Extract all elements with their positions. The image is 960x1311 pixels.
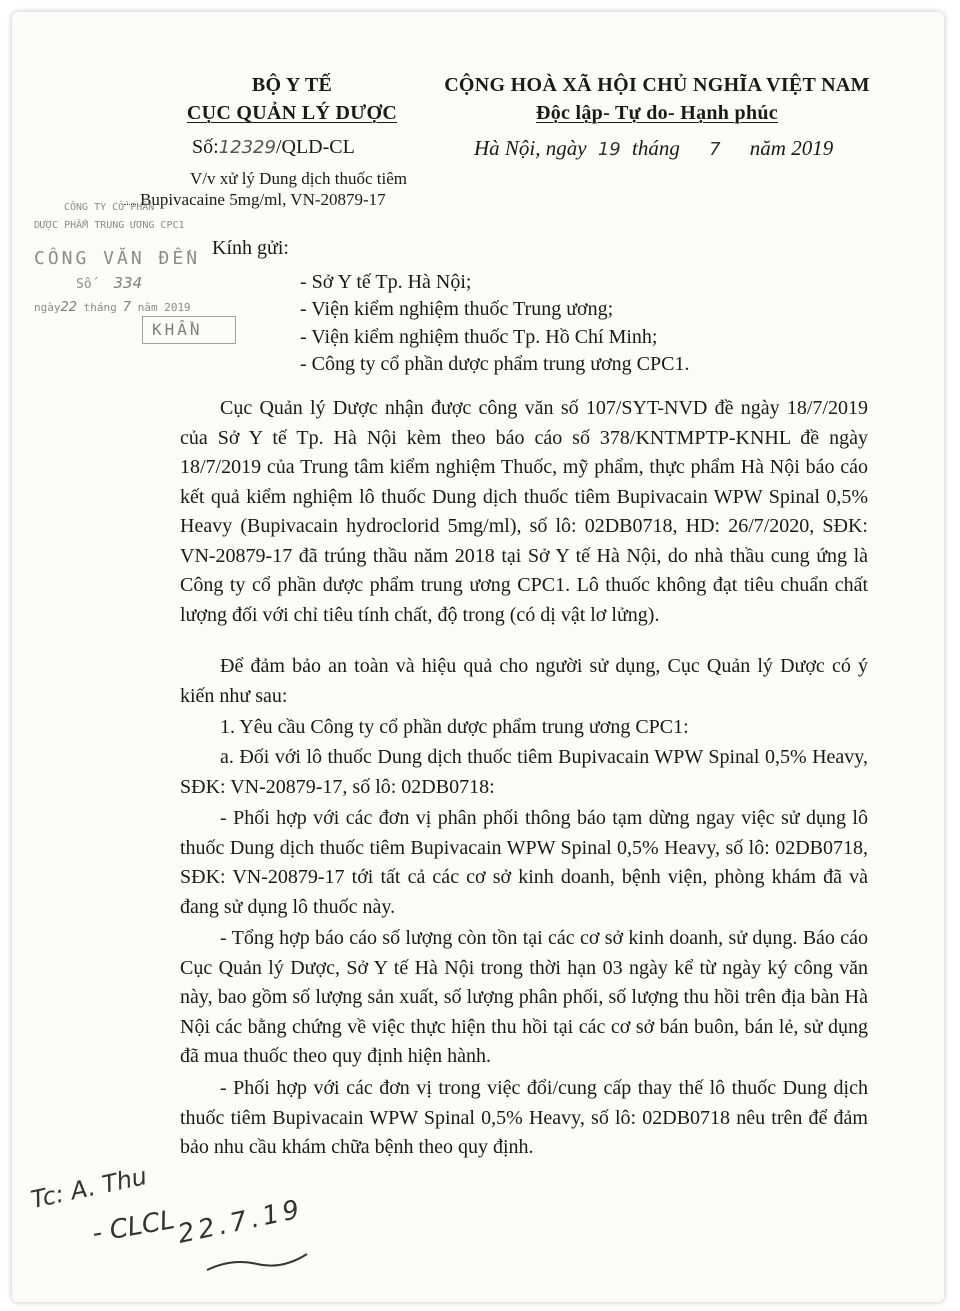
stamp-date: ngày22 tháng 7 năm 2019 [34, 300, 191, 315]
issue-date: Hà Nội, ngày 19 tháng 7 năm 2019 [474, 136, 834, 160]
motto [432, 102, 882, 125]
recipient-2: - Viện kiểm nghiệm thuốc Trung ương; [300, 298, 614, 320]
date-day-handwritten: 19 [597, 139, 621, 160]
paragraph-7: - Phối hợp với các đơn vị trong việc đổi/cung cấp thay thế lô thuốc Dung dịch thuốc tiêm Bupivacain WPW Spinal 0,5% Heavy, số lô: 02DB0718 nêu trên để đảm bảo nhu cầu khám chữa bệnh theo quy định. [180, 1077, 868, 1158]
handwritten-note-date: 22.7.19 [175, 1194, 306, 1250]
country-name: CỘNG HOÀ XÃ HỘI CHỦ NGHĨA VIỆT NAM [444, 74, 870, 96]
department-name [152, 102, 432, 125]
paragraph-3: 1. Yêu cầu Công ty cổ phần dược phẩm trung ương CPC1: [220, 716, 689, 738]
department-name-text: CỤC QUẢN LÝ DƯỢC [186, 102, 398, 124]
ministry-name: BỘ Y TẾ [251, 74, 333, 96]
recipient-4: - Công ty cổ phần dược phẩm trung ương CPC1. [300, 353, 690, 375]
number-prefix: Số: [192, 136, 219, 158]
stamp-company: CÔNG TY CỔ PHẦN [64, 202, 155, 213]
recipients-label: Kính gửi: [212, 237, 289, 259]
number-handwritten: 12329 [218, 137, 276, 158]
recipient-3: - Viện kiểm nghiệm thuốc Tp. Hồ Chí Minh; [300, 326, 658, 348]
number-suffix: /QLD-CL [275, 136, 355, 158]
document-page [12, 12, 944, 1302]
stamp-company-full: DƯỢC PHẨM TRUNG ƯƠNG CPC1 [34, 220, 185, 231]
subject-line-2: Bupivacaine 5mg/ml, VN-20879-17 [124, 190, 386, 210]
handwritten-signature-scribble [202, 1240, 312, 1280]
paragraph-1: Cục Quản lý Dược nhận được công văn số 107/SYT-NVD đề ngày 18/7/2019 của Sở Y tế Tp. Hà Nội kèm theo báo cáo số 378/KNTMPTP-KNHL đề ngày 18/7/2019 của Trung tâm kiểm nghiệm Thuốc, mỹ phẩm, thực phẩm Hà Nội báo cáo kết quả kiểm nghiệm lô thuốc Dung dịch thuốc tiêm Bupivacain WPW Spinal 0,5% Heavy (Bupivacain hydroclorid 5mg/ml), số lô: 02DB0718, HD: 26/7/2020, SĐK: VN-20879-17 đã trúng thầu năm 2018 tại Sở Y tế Hà Nội, do nhà thầu cung ứng là Công ty cổ phần dược phẩm trung ương CPC1. Lô thuốc không đạt tiêu chuẩn chất lượng đối với chỉ tiêu tính chất, độ trong (có dị vật lơ lửng). [180, 397, 868, 626]
date-month-handwritten: 7 [709, 139, 721, 160]
motto-text: Độc lập- Tự do- Hạnh phúc [536, 102, 778, 124]
document-number [192, 136, 355, 159]
paragraph-6: - Tổng hợp báo cáo số lượng còn tồn tại các cơ sở kinh doanh, sử dụng. Báo cáo Cục Quản lý Dược, Sở Y tế Hà Nội trong thời hạn 03 ngày kể từ ngày ký công văn này, bao gồm số lượng sản xuất, số lượng phân phối, số lượng thu hồi trên địa bàn Hà Nội các bằng chứng về việc thực hiện thu hồi tại các cơ sở bán buôn, bán lẻ, sử dụng đã mua thuốc theo quy định hiện hành. [180, 927, 868, 1067]
recipient-1: - Sở Y tế Tp. Hà Nội; [300, 271, 472, 293]
paragraph-2: Để đảm bảo an toàn và hiệu quả cho người sử dụng, Cục Quản lý Dược có ý kiến như sau: [180, 655, 868, 707]
stamp-incoming: CÔNG VĂN ĐẾN [34, 248, 201, 269]
handwritten-note-line-1: Tc: A. Thu [28, 1162, 150, 1214]
urgent-stamp: KHẨN [152, 320, 203, 339]
paragraph-5: - Phối hợp với các đơn vị phân phối thông báo tạm dừng ngay việc sử dụng lô thuốc Dung dịch thuốc tiêm Bupivacain WPW Spinal 0,5% Heavy, số lô: 02DB0718, SĐK: VN-20879-17 tới tất cả các cơ sở kinh doanh, bệnh viện, phòng khám đã và đang sử dụng lô thuốc này. [180, 807, 868, 918]
stamp-number: Số 334 [76, 274, 143, 292]
subject-line-1: V/v xử lý Dung dịch thuốc tiêm [190, 169, 407, 188]
paragraph-4: a. Đối với lô thuốc Dung dịch thuốc tiêm Bupivacain WPW Spinal 0,5% Heavy, SĐK: VN-20879-17, số lô: 02DB0718: [180, 746, 868, 798]
handwritten-note-line-2: - CLCL [90, 1205, 177, 1249]
